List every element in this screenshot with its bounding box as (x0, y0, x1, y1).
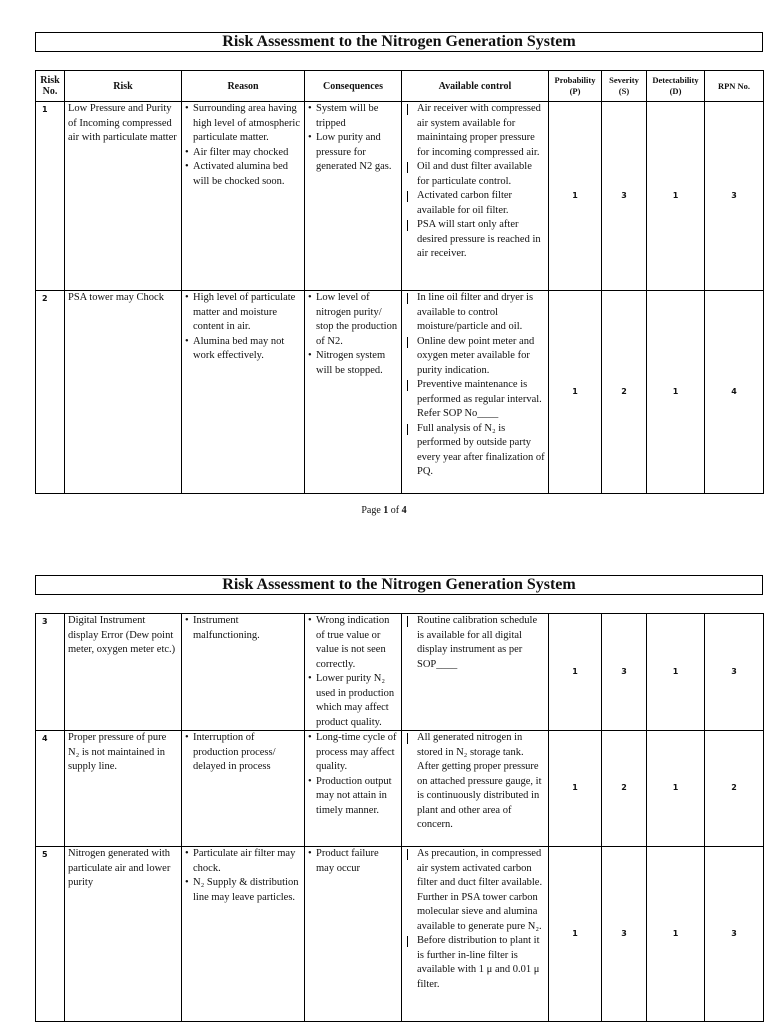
consequences-list (308, 847, 398, 876)
list-item: • Alumina bed may not work effectively. (185, 335, 301, 364)
consequences-cell (305, 102, 402, 291)
probability-score: 1 (549, 847, 602, 1022)
header-rpn: RPN No. (705, 71, 764, 102)
list-item: Routine calibration schedule is available for all digital display instrument as per SOP____ (405, 614, 545, 672)
list-item: • Low level of nitrogen purity/ stop the production of N2. (308, 291, 398, 349)
controls-list (405, 102, 545, 262)
risk-table-page-1 (35, 70, 764, 494)
list-item: • Production output may not attain in timely manner. (308, 775, 398, 819)
probability-score: 1 (549, 102, 602, 291)
list-item: • Interruption of production process/ delayed in process (185, 731, 301, 775)
controls-cell (402, 847, 549, 1022)
risk-description: Proper pressure of pure N₂ is not maintained in supply line. (65, 731, 182, 847)
list-item: Preventive maintenance is performed as regular interval. Refer SOP No____ (405, 378, 545, 422)
risk-number: 3 (36, 614, 65, 731)
header-detectability: Detectability (D) (647, 71, 705, 102)
list-item: • Wrong indication of true value or value is not seen correctly. (308, 614, 398, 672)
list-item: • Nitrogen system will be stopped. (308, 349, 398, 378)
list-item: Air receiver with compressed air system available for mainintaing proper pressure for incoming compressed air. (405, 102, 545, 160)
severity-score: 2 (602, 291, 647, 494)
reason-cell (182, 291, 305, 494)
risk-number: 2 (36, 291, 65, 494)
reason-cell (182, 731, 305, 847)
consequences-list (308, 102, 398, 175)
list-item: • High level of particulate matter and moisture content in air. (185, 291, 301, 335)
rpn-score: 3 (705, 102, 764, 291)
header-risk: Risk (65, 71, 182, 102)
severity-score: 3 (602, 614, 647, 731)
page-title: Risk Assessment to the Nitrogen Generation System (35, 32, 763, 52)
rpn-score: 3 (705, 614, 764, 731)
consequences-list (308, 614, 398, 730)
list-item: • System will be tripped (308, 102, 398, 131)
list-item: Online dew point meter and oxygen meter available for purity indication. (405, 335, 545, 379)
severity-score: 3 (602, 102, 647, 291)
list-item: • Product failure may occur (308, 847, 398, 876)
reason-list (185, 847, 301, 905)
table-row (36, 102, 764, 291)
consequences-cell (305, 291, 402, 494)
risk-description: Digital Instrument display Error (Dew point meter, oxygen meter etc.) (65, 614, 182, 731)
reason-list (185, 291, 301, 364)
controls-list (405, 847, 545, 992)
detectability-score: 1 (647, 847, 705, 1022)
controls-list (405, 614, 545, 672)
list-item: • Lower purity N₂ used in production which may affect product quality. (308, 672, 398, 730)
page-number: Page 1 of 4 (361, 505, 407, 516)
detectability-score: 1 (647, 291, 705, 494)
page-title: Risk Assessment to the Nitrogen Generation System (35, 575, 763, 595)
risk-description: PSA tower may Chock (65, 291, 182, 494)
consequences-list (308, 291, 398, 378)
reason-list (185, 731, 301, 775)
list-item: PSA will start only after desired pressure is reached in air receiver. (405, 218, 545, 262)
consequences-cell (305, 731, 402, 847)
reason-cell (182, 614, 305, 731)
risk-number: 1 (36, 102, 65, 291)
list-item: • Air filter may chocked (185, 146, 301, 161)
header-severity: Severity (S) (602, 71, 647, 102)
list-item: • Surrounding area having high level of atmospheric particulate matter. (185, 102, 301, 146)
probability-score: 1 (549, 614, 602, 731)
rpn-score: 3 (705, 847, 764, 1022)
list-item: Oil and dust filter available for particulate control. (405, 160, 545, 189)
controls-cell (402, 291, 549, 494)
controls-cell (402, 614, 549, 731)
risk-description: Low Pressure and Purity of Incoming compressed air with particulate matter (65, 102, 182, 291)
list-item: Activated carbon filter available for oil filter. (405, 189, 545, 218)
header-probability: Probability (P) (549, 71, 602, 102)
list-item: • Particulate air filter may chock. (185, 847, 301, 876)
list-item: Before distribution to plant it is further in-line filter is available with 1 μ and 0.01 μ filter. (405, 934, 545, 992)
header-risk-no: Risk No. (36, 71, 65, 102)
list-item: • Activated alumina bed will be chocked soon. (185, 160, 301, 189)
header-reason: Reason (182, 71, 305, 102)
list-item: As precaution, in compressed air system activated carbon filter and duct filter available. Further in PSA tower carbon molecular sieve and alumina available to generate pure N₂. (405, 847, 545, 934)
reason-cell (182, 847, 305, 1022)
list-item: All generated nitrogen in stored in N₂ storage tank. After getting proper pressure on attached pressure gauge, it is continuously distributed in plant and other area of concern. (405, 731, 545, 833)
consequences-list (308, 731, 398, 818)
list-item: • Instrument malfunctioning. (185, 614, 301, 643)
list-item: In line oil filter and dryer is available to control moisture/particle and oil. (405, 291, 545, 335)
detectability-score: 1 (647, 102, 705, 291)
list-item: Full analysis of N₂ is performed by outside party every year after finalization of PQ. (405, 422, 545, 480)
rpn-score: 2 (705, 731, 764, 847)
risk-number: 5 (36, 847, 65, 1022)
probability-score: 1 (549, 291, 602, 494)
header-consequences: Consequences (305, 71, 402, 102)
consequences-cell (305, 847, 402, 1022)
reason-list (185, 102, 301, 189)
list-item: • N₂ Supply & distribution line may leave particles. (185, 876, 301, 905)
rpn-score: 4 (705, 291, 764, 494)
risk-table-page-2 (35, 613, 764, 1022)
reason-list (185, 614, 301, 643)
list-item: • Long-time cycle of process may affect quality. (308, 731, 398, 775)
table-row (36, 731, 764, 847)
risk-description: Nitrogen generated with particulate air and lower purity (65, 847, 182, 1022)
reason-cell (182, 102, 305, 291)
controls-list (405, 731, 545, 833)
severity-score: 3 (602, 847, 647, 1022)
table-row (36, 614, 764, 731)
table-row (36, 291, 764, 494)
header-available-control: Available control (402, 71, 549, 102)
risk-number: 4 (36, 731, 65, 847)
detectability-score: 1 (647, 614, 705, 731)
detectability-score: 1 (647, 731, 705, 847)
controls-cell (402, 102, 549, 291)
probability-score: 1 (549, 731, 602, 847)
consequences-cell (305, 614, 402, 731)
list-item: • Low purity and pressure for generated N2 gas. (308, 131, 398, 175)
controls-cell (402, 731, 549, 847)
severity-score: 2 (602, 731, 647, 847)
controls-list (405, 291, 545, 480)
table-row (36, 847, 764, 1022)
